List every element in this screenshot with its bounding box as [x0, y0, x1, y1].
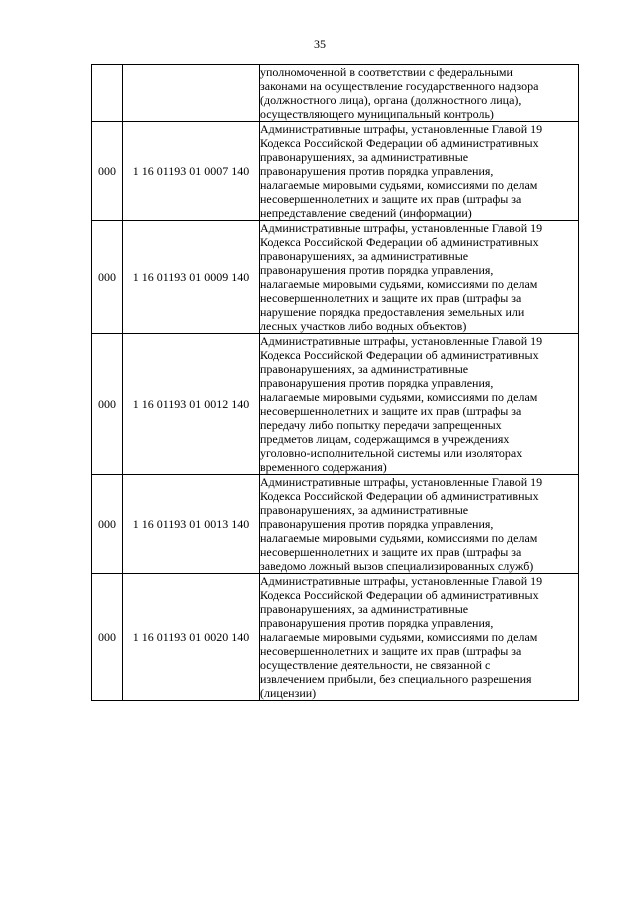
description-line: налагаемые мировыми судьями, комиссиями по делам	[260, 531, 538, 545]
description-line: Административные штрафы, установленные Главой 19	[260, 221, 543, 235]
description-cell	[260, 122, 579, 221]
budget-classification-code-cell: 1 16 01193 01 0012 140	[123, 334, 260, 475]
description-line: Административные штрафы, установленные Главой 19	[260, 122, 543, 136]
description-line: правонарушениях, за административные	[260, 150, 469, 164]
description-line: уполномоченной в соответствии с федеральными	[260, 65, 513, 79]
description-line: налагаемые мировыми судьями, комиссиями по делам	[260, 630, 538, 644]
admin-code-cell: 000	[92, 221, 123, 334]
description-line: законами на осуществление государственного надзора	[260, 79, 539, 93]
table-row	[92, 65, 579, 122]
description-line: извлечением прибыли, без специального разрешения	[260, 672, 532, 686]
admin-code-cell: 000	[92, 475, 123, 574]
table-body	[92, 65, 579, 701]
table-row	[92, 475, 579, 574]
description-line: правонарушения против порядка управления,	[260, 164, 494, 178]
description-line: налагаемые мировыми судьями, комиссиями по делам	[260, 178, 538, 192]
description-line: Кодекса Российской Федерации об административных	[260, 348, 539, 362]
description-line: временного содержания)	[260, 460, 387, 474]
description-line: правонарушениях, за административные	[260, 602, 469, 616]
description-cell	[260, 334, 579, 475]
admin-code-cell: 000	[92, 122, 123, 221]
description-line: нарушение порядка предоставления земельных или	[260, 305, 525, 319]
description-line: осуществление деятельности, не связанной с	[260, 658, 491, 672]
description-line: непредставление сведений (информации)	[260, 206, 472, 220]
description-cell	[260, 221, 579, 334]
description-line: уголовно-исполнительной системы или изоляторах	[260, 446, 523, 460]
description-line: несовершеннолетних и защите их прав (штрафы за	[260, 404, 522, 418]
table-row	[92, 574, 579, 701]
description-line: налагаемые мировыми судьями, комиссиями по делам	[260, 277, 538, 291]
admin-code-cell	[92, 65, 123, 122]
description-line: передачу либо попытку передачи запрещенных	[260, 418, 502, 432]
budget-classification-code-cell: 1 16 01193 01 0013 140	[123, 475, 260, 574]
description-line: несовершеннолетних и защите их прав (штрафы за	[260, 291, 522, 305]
description-line: несовершеннолетних и защите их прав (штрафы за	[260, 644, 522, 658]
description-line: правонарушения против порядка управления,	[260, 376, 494, 390]
description-line: правонарушения против порядка управления,	[260, 263, 494, 277]
description-line: правонарушениях, за административные	[260, 249, 469, 263]
description-line: (лицензии)	[260, 686, 317, 700]
description-line: Кодекса Российской Федерации об административных	[260, 489, 539, 503]
description-line: Кодекса Российской Федерации об административных	[260, 136, 539, 150]
admin-code-cell: 000	[92, 334, 123, 475]
description-line: правонарушения против порядка управления,	[260, 517, 494, 531]
description-line: лесных участков либо водных объектов)	[260, 319, 467, 333]
description-line: несовершеннолетних и защите их прав (штрафы за	[260, 545, 522, 559]
table-row	[92, 122, 579, 221]
description-cell	[260, 65, 579, 122]
description-line: предметов лицам, содержащимся в учреждениях	[260, 432, 510, 446]
table-row	[92, 221, 579, 334]
description-line: Административные штрафы, установленные Главой 19	[260, 574, 543, 588]
description-line: несовершеннолетних и защите их прав (штрафы за	[260, 192, 522, 206]
description-cell	[260, 475, 579, 574]
description-line: Кодекса Российской Федерации об административных	[260, 235, 539, 249]
budget-classification-code-cell: 1 16 01193 01 0009 140	[123, 221, 260, 334]
description-line: осуществляющего муниципальный контроль)	[260, 107, 494, 121]
budget-classification-code-cell	[123, 65, 260, 122]
budget-classification-code-cell: 1 16 01193 01 0007 140	[123, 122, 260, 221]
description-line: налагаемые мировыми судьями, комиссиями по делам	[260, 390, 538, 404]
table-row	[92, 334, 579, 475]
description-line: Кодекса Российской Федерации об административных	[260, 588, 539, 602]
description-line: Административные штрафы, установленные Главой 19	[260, 334, 543, 348]
description-line: Административные штрафы, установленные Главой 19	[260, 475, 543, 489]
description-line: правонарушениях, за административные	[260, 503, 469, 517]
description-line: правонарушениях, за административные	[260, 362, 469, 376]
description-line: правонарушения против порядка управления,	[260, 616, 494, 630]
description-cell	[260, 574, 579, 701]
description-line: (должностного лица), органа (должностного лица),	[260, 93, 522, 107]
budget-classification-code-cell: 1 16 01193 01 0020 140	[123, 574, 260, 701]
admin-code-cell: 000	[92, 574, 123, 701]
description-line: заведомо ложный вызов специализированных служб)	[260, 559, 534, 573]
page-number: 35	[314, 37, 326, 51]
budget-codes-table	[91, 64, 579, 701]
